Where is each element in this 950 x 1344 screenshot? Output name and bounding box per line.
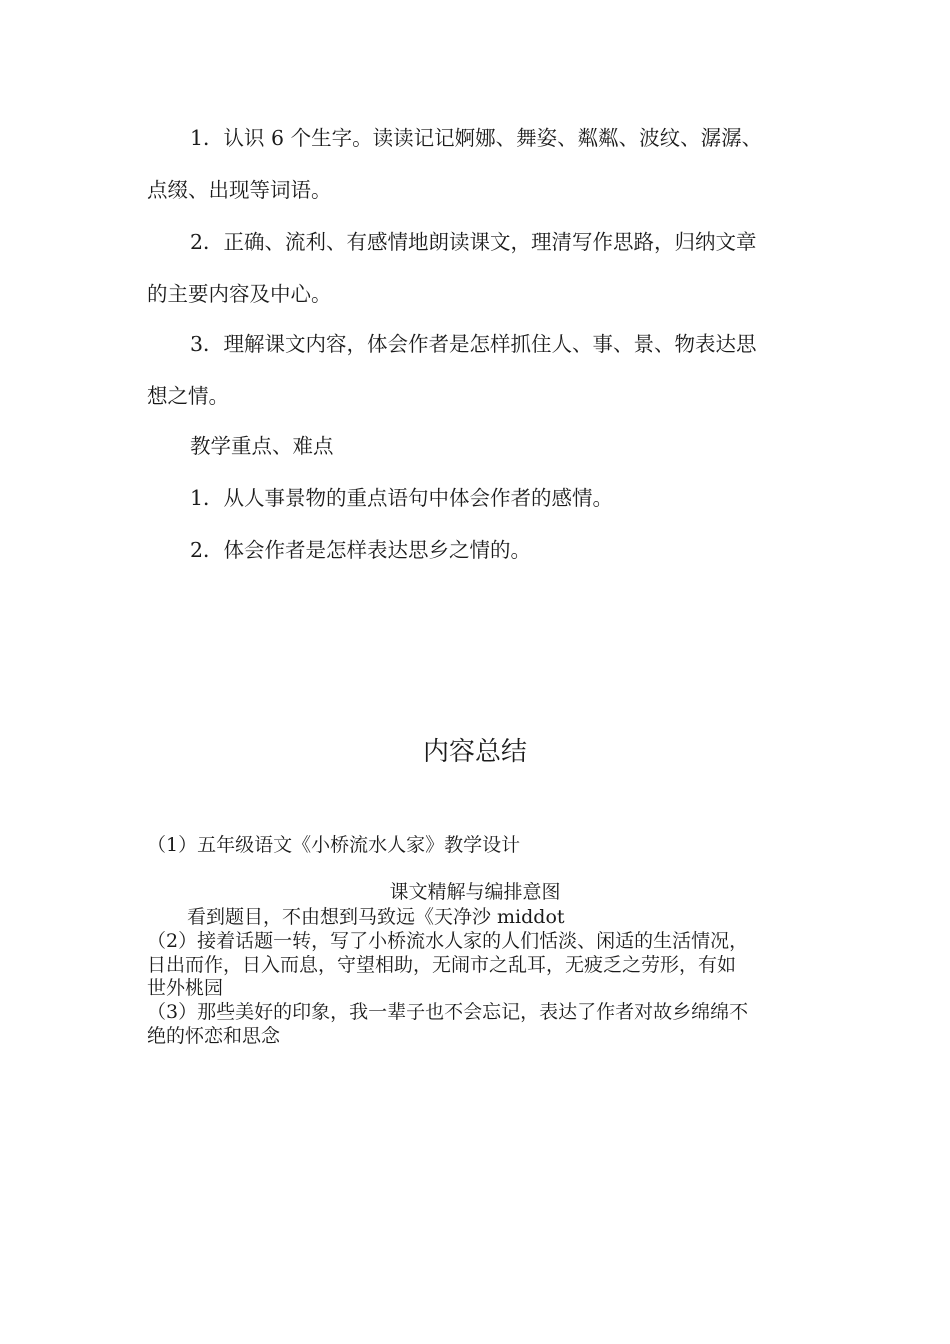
summary-intro: 看到题目，不由想到马致远《天净沙 middot <box>187 906 565 928</box>
summary-item-3-line-2: 绝的怀恋和思念 <box>147 1025 281 1047</box>
summary-item-3-line-1: （3）那些美好的印象，我一辈子也不会忘记，表达了作者对故乡绵绵不 <box>147 1001 749 1023</box>
summary-subtitle: 课文精解与编排意图 <box>389 881 561 903</box>
summary-title: 内容总结 <box>422 737 527 767</box>
summary-item-2-line-2: 日出而作，日入而息，守望相助，无闹市之乱耳，无疲乏之劳形，有如 <box>147 954 737 976</box>
objective-2-line-1: 2．正确、流利、有感情地朗读课文，理清写作思路，归纳文章 <box>190 230 757 254</box>
summary-item-2-line-3: 世外桃园 <box>147 977 224 999</box>
key-points-title: 教学重点、难点 <box>190 434 334 458</box>
objective-1-line-1: 1．认识 6 个生字。读读记记婀娜、舞姿、粼粼、波纹、潺潺、 <box>190 126 763 150</box>
summary-item-1: （1）五年级语文《小桥流水人家》教学设计 <box>147 834 521 856</box>
summary-item-2-line-1: （2）接着话题一转，写了小桥流水人家的人们恬淡、闲适的生活情况， <box>147 930 749 952</box>
objective-2-line-2: 的主要内容及中心。 <box>147 282 332 306</box>
key-point-2: 2．体会作者是怎样表达思乡之情的。 <box>190 538 532 562</box>
objective-3-line-1: 3．理解课文内容，体会作者是怎样抓住人、事、景、物表达思 <box>190 332 757 356</box>
objective-1-line-2: 点缀、出现等词语。 <box>147 178 332 202</box>
key-point-1: 1．从人事景物的重点语句中体会作者的感情。 <box>190 486 614 510</box>
objective-3-line-2: 想之情。 <box>147 384 229 408</box>
